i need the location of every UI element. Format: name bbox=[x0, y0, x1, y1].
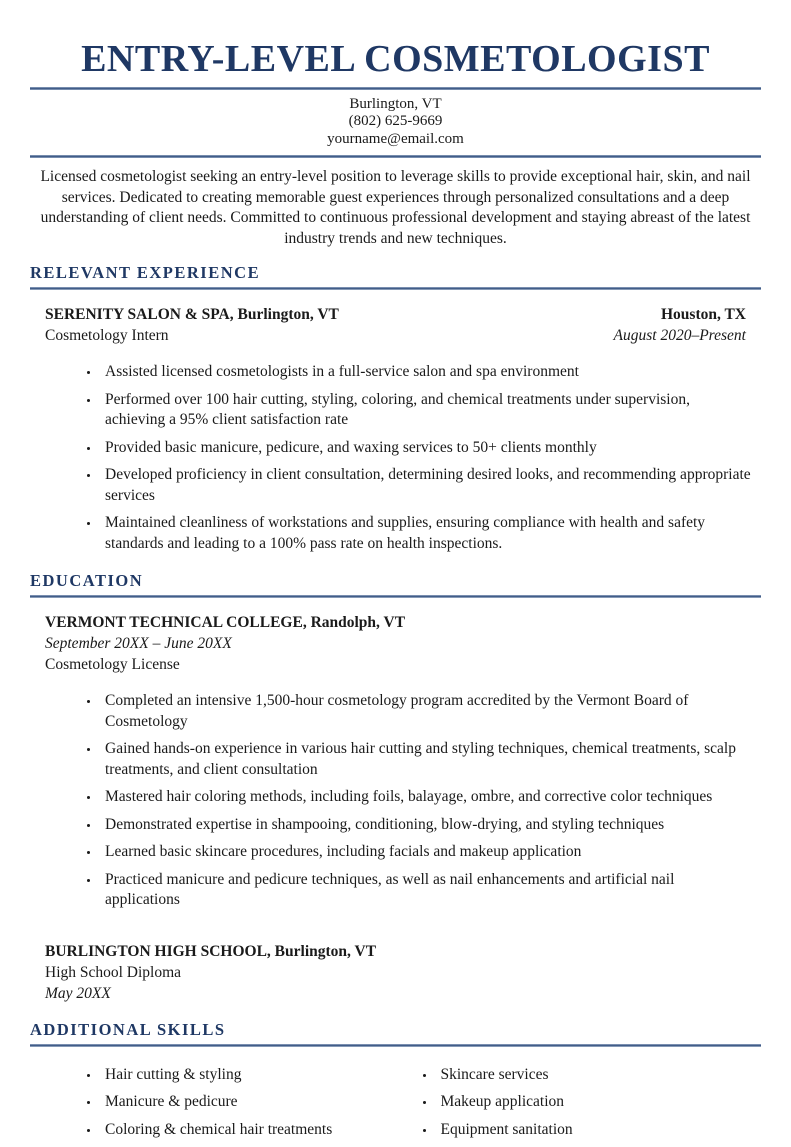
education-heading: EDUCATION bbox=[30, 571, 144, 591]
education-heading-rule bbox=[30, 595, 761, 598]
bullet-item: • Makeup application bbox=[436, 1092, 752, 1113]
bullet-item: • Practiced manicure and pedicure techniques, as well as nail enhancements and artificial nail applications bbox=[100, 870, 751, 911]
skills-column-2 bbox=[396, 1065, 762, 1147]
education-bullet-list bbox=[30, 691, 761, 911]
resume-title: ENTRY-LEVEL COSMETOLOGIST bbox=[81, 38, 710, 80]
bullet-item: • Maintained cleanliness of workstations and supplies, ensuring compliance with health and safety standards and leading to a 100% pass rate on health inspections. bbox=[100, 513, 751, 554]
education-entry-2-header bbox=[30, 939, 761, 1004]
education-dates-2: May 20XX bbox=[45, 984, 111, 1002]
education-entry-2-left bbox=[45, 941, 376, 1004]
skills-heading: ADDITIONAL SKILLS bbox=[30, 1019, 226, 1039]
bullet-item: • Learned basic skincare procedures, including facials and makeup application bbox=[100, 842, 751, 863]
section-education bbox=[30, 571, 761, 1004]
experience-dates: August 2020–Present bbox=[613, 327, 746, 345]
experience-heading-rule bbox=[30, 287, 761, 290]
bullet-item: • Assisted licensed cosmetologists in a full-service salon and spa environment bbox=[100, 362, 751, 383]
bullet-item: • Provided basic manicure, pedicure, and waxing services to 50+ clients monthly bbox=[100, 438, 751, 459]
experience-entry-header bbox=[30, 302, 761, 346]
contact-phone: (802) 625-9669 bbox=[348, 113, 443, 130]
contact-block bbox=[30, 90, 761, 156]
contact-location: Burlington, VT bbox=[349, 95, 442, 112]
experience-location: Houston, TX bbox=[661, 306, 746, 324]
bullet-item: • Mastered hair coloring methods, including foils, balayage, ombre, and corrective color techniques bbox=[100, 787, 751, 808]
bullet-item: • Completed an intensive 1,500-hour cosmetology program accredited by the Vermont Board of Cosmetology bbox=[100, 691, 751, 732]
experience-entry-left bbox=[45, 304, 339, 346]
bullet-item: • Skincare services bbox=[436, 1065, 752, 1086]
bullet-item: • Gained hands-on experience in various hair cutting and styling techniques, chemical treatments, scalp treatments, and client consultation bbox=[100, 739, 751, 780]
bullet-item: • Manicure & pedicure bbox=[100, 1092, 386, 1113]
education-credential-2: High School Diploma bbox=[45, 963, 182, 981]
skills-heading-rule bbox=[30, 1044, 761, 1047]
skills-columns bbox=[30, 1059, 761, 1147]
education-school-2: BURLINGTON HIGH SCHOOL, Burlington, VT bbox=[45, 942, 377, 960]
bullet-item: • Equipment sanitation bbox=[436, 1120, 752, 1141]
bullet-item: • Hair cutting & styling bbox=[100, 1065, 386, 1086]
section-skills bbox=[30, 1020, 761, 1147]
section-experience bbox=[30, 263, 761, 554]
education-entry-1-left bbox=[45, 612, 405, 675]
experience-heading: RELEVANT EXPERIENCE bbox=[30, 263, 261, 283]
experience-company: SERENITY SALON & SPA, Burlington, VT bbox=[45, 306, 339, 324]
summary-paragraph: Licensed cosmetologist seeking an entry-level position to leverage skills to provide exceptional hair, skin, and nail services. Dedicated to creating memorable guest experiences through personalized consultations and a deep understanding of client needs. Committed to continuous professional development and staying abreast of the latest industry trends and new techniques. bbox=[40, 168, 751, 247]
education-credential-1: Cosmetology License bbox=[45, 656, 180, 674]
bullet-item: • Demonstrated expertise in shampooing, conditioning, blow-drying, and styling techniques bbox=[100, 815, 751, 836]
bullet-item: • Developed proficiency in client consultation, determining desired looks, and recommending appropriate services bbox=[100, 465, 751, 506]
experience-bullet-list bbox=[30, 362, 761, 554]
contact-email: yourname@email.com bbox=[327, 130, 464, 147]
education-school-1: VERMONT TECHNICAL COLLEGE, Randolph, VT bbox=[45, 614, 406, 632]
education-dates-1: September 20XX – June 20XX bbox=[45, 635, 232, 653]
skills-column-1 bbox=[30, 1065, 396, 1147]
experience-entry-right bbox=[614, 304, 746, 346]
education-entry-1-header bbox=[30, 610, 761, 675]
bullet-item: • Performed over 100 hair cutting, styling, coloring, and chemical treatments under supervision, achieving a 95% client satisfaction rate bbox=[100, 390, 751, 431]
bullet-item: • Coloring & chemical hair treatments bbox=[100, 1120, 386, 1141]
experience-role: Cosmetology Intern bbox=[45, 327, 169, 345]
header-rule-bottom bbox=[30, 155, 761, 158]
